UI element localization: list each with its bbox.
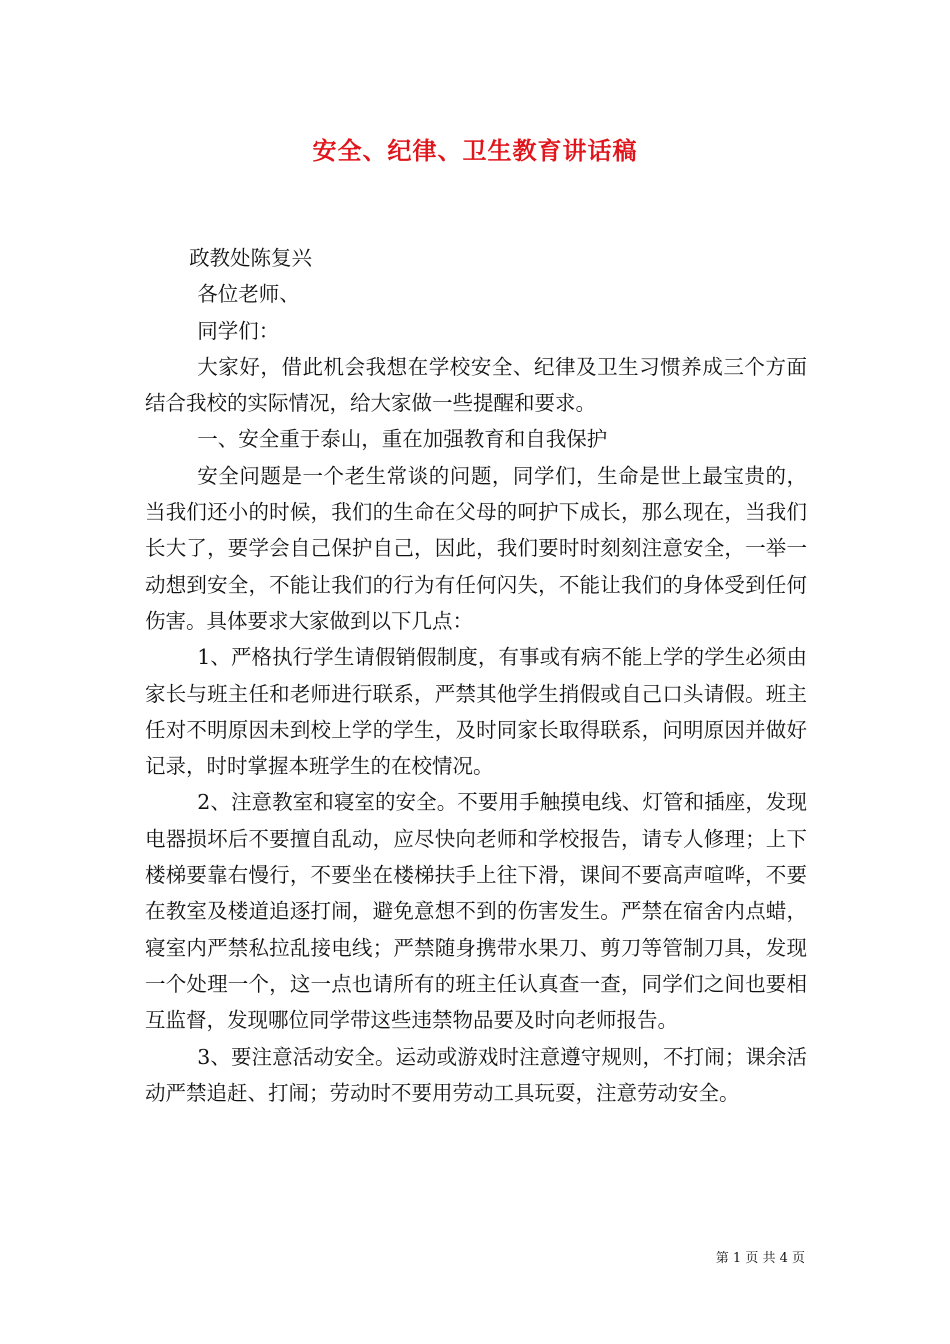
author-line: 政教处陈复兴 [189, 246, 313, 270]
paragraph-rule-1: 1、严格执行学生请假销假制度，有事或有病不能上学的学生必须由家长与班主任和老师进行联系，严禁其他学生捎假或自己口头请假。班主任对不明原因未到校上学的学生，及时同家长取得联系，问明原因并做好记录，时时掌握本班学生的在校情况。 [145, 645, 807, 779]
paragraph-rule-3: 3、要注意活动安全。运动或游戏时注意遵守规则，不打闹；课余活动严禁追赶、打闹；劳动时不要用劳动工具玩耍，注意劳动安全。 [145, 1044, 807, 1105]
paragraph-safety-overview: 安全问题是一个老生常谈的问题，同学们，生命是世上最宝贵的，当我们还小的时候，我们的生命在父母的呵护下成长，那么现在，当我们长大了，要学会自己保护自己，因此，我们要时时刻刻注意安全，一举一动想到安全，不能让我们的行为有任何闪失，不能让我们的身体受到任何伤害。具体要求大家做到以下几点： [145, 463, 807, 633]
salutation-students: 同学们： [197, 318, 280, 343]
section-heading-safety: 一、安全重于泰山，重在加强教育和自我保护 [197, 427, 608, 452]
salutation-teachers: 各位老师、 [197, 282, 300, 307]
document-title: 安全、纪律、卫生教育讲话稿 [312, 136, 638, 165]
page-number-footer: 第 1 页 共 4 页 [715, 1251, 805, 1266]
paragraph-rule-2: 2、注意教室和寝室的安全。不要用手触摸电线、灯管和插座，发现电器损坏后不要擅自乱动，应尽快向老师和学校报告，请专人修理；上下楼梯要靠右慢行，不要坐在楼梯扶手上往下滑，课间不要高声喧哗，不要在教室及楼道追逐打闹，避免意想不到的伤害发生。严禁在宿舍内点蜡，寝室内严禁私拉乱接电线；严禁随身携带水果刀、剪刀等管制刀具，发现一个处理一个，这一点也请所有的班主任认真查一查，同学们之间也要相互监督，发现哪位同学带这些违禁物品要及时向老师报告。 [145, 790, 807, 1033]
paragraph-intro: 大家好，借此机会我想在学校安全、纪律及卫生习惯养成三个方面结合我校的实际情况，给大家做一些提醒和要求。 [145, 354, 807, 416]
document-body [145, 240, 807, 1111]
